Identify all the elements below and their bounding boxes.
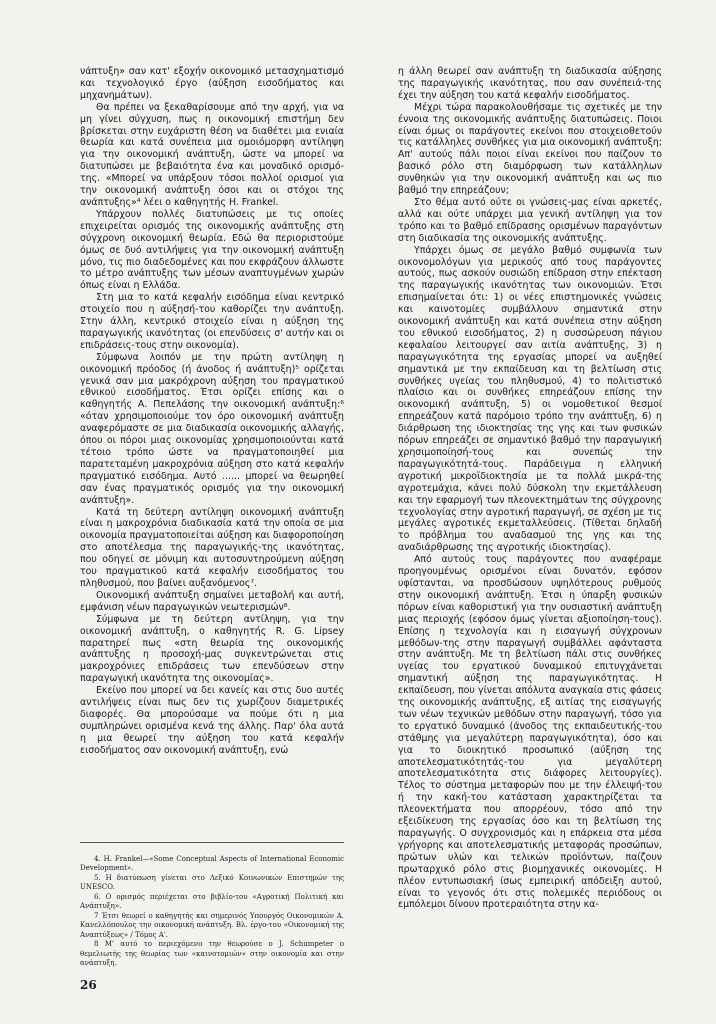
paragraph: Κατά τη δεύτερη αντίληψη οικονομική ανάπτυξη είναι η μακροχρόνια διαδικασία κατά την οποία σε μια οικονομία πραγματοποιείται αύξηση και διαφοροποίηση στο αποτέλεσμα της παραγωγικής-της ικανότητας, που οδηγεί σε μόνιμη και αυτοσυντηρούμενη αύξηση του πραγματικού κατά κεφαλήν εισοδήματος του πληθυσμού, που βαίνει αυξανόμενος⁷. xyxy=(80,506,344,589)
paragraph: Υπάρχει όμως σε μεγάλο βαθμό συμφωνία των οικονομολόγων για μερικούς από τους παράγοντες αυτούς, πως ασκούν ουσιώδη επίδραση στην επέκταση της παραγωγικής ικανότητας των οικονομιών. Έτσι επισημαίνεται ότι: 1) οι νέες επιστημονικές γνώσεις και καινοτομίες συμβάλλουν σημαντικά στην οικονομική ανάπτυξη και κατά συνέπεια στην αύξηση του εθνικού εισοδήματος, 2) η συσσώρευση πάγιου κεφαλαίου λειτουργεί σαν αιτία ανάπτυξης, 3) η παραγωγικότητα της εργασίας μπορεί να αυξηθεί σημαντικά με την εκπαίδευση και τη βελτίωση στις συνθήκες υγείας του πληθυσμού, 4) το πολιτιστικό πλαίσιο και οι συνθήκες επηρεάζουν επίσης την οικονομική ανάπτυξη, 5) οι νομοθετικοί θεσμοί επηρεάζουν κατά παρόμοιο τρόπο την ανάπτυξη, 6) η διάρθρωση της ιδιοκτησίας της γης και των φυσικών πόρων επηρεάζει σε σημαντικό βαθμό την παραγωγική χρησιμοποίησή-τους και συνεπώς την παραγωγικότητά-τους. Παράδειγμα η ελληνική αγροτική μικροϊδιοκτησία με τα πολλά μικρά-της αγροτεμάχια, κάνει πολύ δύσκολη την εκμετάλλευση και την εφαρμογή των πλεονεκτημάτων της σύγχρονης τεχνολογίας στην αγροτική παραγωγή, σε σχέση με τις μεγάλες αγροτικές εκμεταλλεύσεις. (Τίθεται δηλαδή το πρόβλημα του αναδασμού της γης και της αναδιάρθρωσης της αγροτικής ιδιοκτησίας). xyxy=(398,244,662,554)
paragraph: Από αυτούς τους παράγοντες που αναφέραμε προηγουμένως ορισμένοι είναι δυνατόν, εφόσον υφίστανται, να προσδώσουν υψηλότερους ρυθμούς στην οικονομική ανάπτυξη. Έτσι η ύπαρξη φυσικών πόρων είναι καθοριστική για την ουσιαστική ανάπτυξη μιας περιοχής (εφόσον όμως γίνεται αξιοποίηση-τους). Επίσης η τεχνολογία και η εισαγωγή σύγχρονων μεθόδων-της στην παραγωγή συμβάλλει αφάνταστα στην ανάπτυξη. Με τη βελτίωση πάλι στις συνθήκες υγείας του εργατικού δυναμικού επιτυγχάνεται σημαντική αύξηση της παραγωγικότητας. Η εκπαίδευση, που γίνεται απόλυτα αναγκαία στις φάσεις της οικονομικής ανάπτυξης, εξ αιτίας της εισαγωγής των νέων τεχνικών μεθόδων στην παραγωγή, τόσο για το εργατικό δυναμικό (άνοδος της εκπαιδευτικής-του στάθμης για μεγαλύτερη παραγωγικότητα), όσο και για το διοικητικό προσωπικό (αύξηση της αποτελεσματικότητάς-του για μεγαλύτερη αποτελεσματικότητα στις διάφορες λειτουργίες). Τέλος το σύστημα μεταφορών που με την έλλειψή-του ή την κακή-του κατάσταση χαρακτηρίζεται τα πλεονεκτήματα που απορρέουν, τόσο από την εξειδίκευση της εργασίας όσο και τη βελτίωση της παραγωγής. Ο συγχρονισμός και η επάρκεια στα μέσα γρήγορης και αποτελεσματικής μεταφοράς προσώπων, πρώτων υλών και τελικών προϊόντων, παίζουν πρωταρχικό ρόλο στις βιομηχανικές οικονομίες. Η πλέον εντυπωσιακή ίσως εμπειρική απόδειξη αυτού, είναι το γεγονός ότι στις πολεμικές περιόδους οι εμπόλεμοι δίνουν προτεραιότητα στην κα- xyxy=(398,554,662,911)
paragraph: Θα πρέπει να ξεκαθαρίσουμε από την αρχή, για να μη γίνει σύγχυση, πως η οικονομική επιστήμη δεν βρίσκεται στην ευχάριστη θέση να διαθέτει μια ενιαία θεωρία και κατά συνέπεια μια ομοιόμορφη αντίληψη για την οικονομική ανάπτυξη, ώστε να μπορεί να διατυπώσει με βεβαιότητα ένα και μοναδικό ορισμό-της. «Μπορεί να υπάρξουν τόσοι πολλοί ορισμοί για την οικονομική ανάπτυξη όσοι και οι στόχοι της ανάπτυξης»⁴ λέει ο καθηγητής H. Frankel. xyxy=(80,101,344,208)
footnote: 7 Έτσι θεωρεί ο καθηγητής και σημερινός Υπουργός Οικονομικών Α. Κανελλόπουλος την οικονομική ανάπτυξη. Βλ. έργο-του «Οικονομική της Αναπτύξεως» / Τόμος Α'. xyxy=(80,911,344,939)
paragraph: Μέχρι τώρα παρακολουθήσαμε τις σχετικές με την έννοια της οικονομικής ανάπτυξης διατυπώσεις. Ποιοι είναι όμως οι παράγοντες εκείνοι που στοιχειοθετούν τις κατάλληλες συνθήκες για μια οικονομική ανάπτυξη; Απ' αυτούς πάλι ποιοι είναι εκείνοι που παίζουν το βασικό ρόλο στη διαμόρφωση των κατάλληλων συνθηκών για την οικονομική ανάπτυξη και ως πιο βαθμό την επηρεάζουν; xyxy=(398,101,662,197)
paragraph: Οικονομική ανάπτυξη σημαίνει μεταβολή και αυτή, εμφάνιση νέων παραγωγικών νεωτερισμών⁸. xyxy=(80,589,344,613)
paragraph: νάπτυξη» σαν κατ' εξοχήν οικονομικό μετασχηματισμό και τεχνολογικό έργο (αύξηση εισοδήματος και μηχανημάτων). xyxy=(80,66,344,101)
paragraph: Στη μια το κατά κεφαλήν εισόδημα είναι κεντρικό στοιχείο που η αύξησή-του καθορίζει την ανάπτυξη. Στην άλλη, κεντρικό στοιχείο είναι η αύξηση της παραγωγικής ικανότητας (οι επενδύσεις σ' αυτήν και οι επιδράσεις-τους στην οικονομία). xyxy=(80,292,344,351)
paragraph: Υπάρχουν πολλές διατυπώσεις με τις οποίες επιχειρείται ορισμός της οικονομικής ανάπτυξης στη σύγχρονη οικονομική θεωρία. Εδώ θα περιοριστούμε όμως σε δυό αντιλήψεις για την οικονομική ανάπτυξη μόνο, τις πιο διαδεδομένες και που εκφράζουν άλλωστε το μέτρο ανάπτυξης των μέσων αναπτυγμένων χωρών όπως είναι η Ελλάδα. xyxy=(80,208,344,292)
left-column xyxy=(80,66,344,757)
footnote: 8 Μ' αυτό το περιεχόμενο την θεωρούσε ο J. Schumpeter ο θεμελιωτής της θεωρίας των «καινοτομιών» στην οικονομία και στην ανάπτυξη. xyxy=(80,940,344,968)
page-number: 26 xyxy=(80,978,97,992)
paragraph: Εκείνο που μπορεί να δει κανείς και στις δυο αυτές αντιλήψεις είναι πως δεν τις χωρίζουν διαμετρικές διαφορές. Θα μπορούσαμε να πούμε ότι η μια συμπληρώνει ορισμένα κενά της άλλης. Παρ' όλα αυτά η μια θεωρεί την αύξηση του κατά κεφαλήν εισοδήματος σαν οικονομική ανάπτυξη, ενώ xyxy=(80,685,344,756)
paragraph: η άλλη θεωρεί σαν ανάπτυξη τη διαδικασία αύξησης της παραγωγικής ικανότητας, που σαν συνέπειά-της έχει την αύξηση του κατά κεφαλήν εισοδήματος. xyxy=(398,66,662,101)
footnote: 6. Ο ορισμός περιέχεται στο βιβλίο-του «Αγροτική Πολιτική και Ανάπτυξη». xyxy=(80,892,344,911)
right-column xyxy=(398,66,662,911)
footnote: 4. H. Frankel—«Some Conceptual Aspects of International Economic Development». xyxy=(80,855,344,873)
paragraph: Στο θέμα αυτό ούτε οι γνώσεις-μας είναι αρκετές, αλλά και ούτε υπάρχει μια γενική αντίληψη για τον τρόπο και το βαθμό επίδρασης ορισμένων παραγόντων στη διαδικασία της οικονομικής ανάπτυξης. xyxy=(398,196,662,244)
footnote: 5. Η διατύπωση γίνεται στο Λεξικό Κοινωνικών Επιστημών της UNESCO. xyxy=(80,873,344,892)
footnotes xyxy=(80,842,344,969)
paragraph: Σύμφωνα με τη δεύτερη αντίληψη, για την οικονομική ανάπτυξη, ο καθηγητής R. G. Lipsey παρατηρεί πως «στη θεωρία της οικονομικής ανάπτυξης η προσοχή-μας συγκεντρώνεται στις μακροχρόνιες επιδράσεις των επενδύσεων στην παραγωγική ικανότητα της οικονομίας». xyxy=(80,613,344,685)
paragraph: Σύμφωνα λοιπόν με την πρώτη αντίληψη η οικονομική πρόοδος (ή άνοδος ή ανάπτυξη)⁵ ορίζεται γενικά σαν μια μακρόχρονη αύξηση του πραγματικού εθνικού εισοδήματος. Έτσι ορίζει επίσης και ο καθηγητής Α. Πεπελάσης την οικονομική ανάπτυξη:⁶ «όταν χρησιμοποιούμε τον όρο οικονομική ανάπτυξη αναφερόμαστε σε μια διαδικασία οικονομικής αλλαγής, όπου οι πόροι μιας οικονομίας χρησιμοποιούνται κατά τέτοιο τρόπο ώστε να πραγματοποιηθεί μια παρατεταμένη μακροχρόνια αύξηση στο κατά κεφαλήν πραγματικό εισόδημα. Αυτό ...... μπορεί να θεωρηθεί σαν ένας πραγματικός ορισμός για την οικονομική ανάπτυξη». xyxy=(80,351,344,506)
